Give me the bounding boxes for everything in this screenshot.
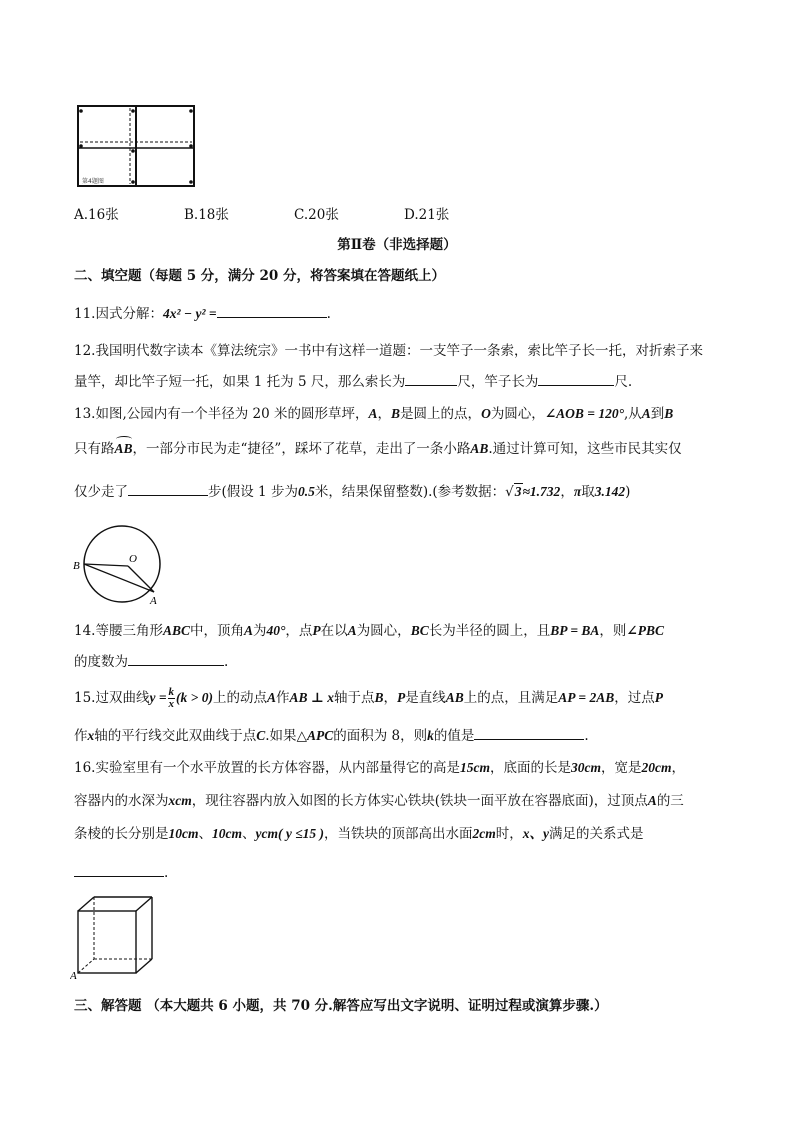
q13-line2 bbox=[74, 439, 682, 459]
q15-fraction bbox=[168, 687, 176, 710]
q16-text: . bbox=[164, 865, 169, 881]
q16-text: 的三 bbox=[656, 793, 684, 809]
q11 bbox=[74, 303, 331, 324]
q13-text: ， bbox=[560, 484, 574, 500]
q15-text: 轴于点 bbox=[333, 690, 375, 706]
q13-arc-ab: AB bbox=[115, 439, 133, 459]
q13-line3: 仅少走了 步(假设 1 步为0.5米，结果保留整数).(参考数据：√3≈1.732，π取3.142) bbox=[74, 481, 630, 502]
q12-line2-c: 尺. bbox=[614, 374, 633, 390]
q15-text: 轴的平行线交此双曲线于点 bbox=[94, 728, 257, 744]
q15-text: ， bbox=[383, 690, 397, 706]
q14-line2 bbox=[74, 651, 228, 672]
q14-text: ，点 bbox=[285, 623, 313, 639]
q13-text: 到 bbox=[650, 406, 665, 422]
q16-xy: x、y bbox=[522, 826, 550, 841]
q16-fig-a: A bbox=[70, 970, 77, 981]
q16-edge3: ycm bbox=[255, 826, 278, 841]
q16-length: 30cm bbox=[570, 760, 601, 775]
q12-line2 bbox=[74, 371, 632, 392]
q14-point-a: A bbox=[347, 623, 357, 638]
q15-line1 bbox=[74, 685, 663, 711]
q16-text: ， bbox=[671, 760, 685, 776]
q15-text: 的面积为 8，则 bbox=[333, 728, 428, 744]
q15-condition: (k > 0) bbox=[176, 690, 213, 705]
q13-answer-blank bbox=[128, 481, 208, 496]
q14-triangle: ABC bbox=[162, 623, 190, 638]
q15-answer-blank bbox=[474, 725, 584, 740]
q15-point-p: P bbox=[396, 690, 406, 705]
q13-figure bbox=[70, 520, 180, 610]
q16-text: ，当铁块的顶部高出水面 bbox=[324, 826, 473, 842]
q13-path-ab: AB bbox=[470, 441, 489, 456]
q13-text: 是圆上的点， bbox=[400, 406, 482, 422]
q16-text: ，底面的长是 bbox=[489, 760, 571, 776]
q13-point-o: O bbox=[481, 406, 491, 421]
q11-expression: 4x² − y² = bbox=[162, 306, 217, 321]
q11-prefix: 11.因式分解： bbox=[74, 306, 163, 322]
q13-point-b: B bbox=[391, 406, 401, 421]
q16-water-depth: xcm bbox=[168, 793, 192, 808]
q13-text: 仅少走了 bbox=[74, 484, 128, 500]
q15-point-p: P bbox=[654, 690, 663, 705]
q13-point-a: A bbox=[368, 406, 378, 421]
q14-answer-blank bbox=[128, 651, 224, 666]
q15-text: 是直线 bbox=[405, 690, 446, 706]
q14-equation: BP = BA bbox=[550, 623, 600, 638]
q13-point-b: B bbox=[664, 406, 674, 421]
q14-text: 为圆心， bbox=[356, 623, 411, 639]
q15-equation: AP = 2AB bbox=[558, 690, 615, 705]
q15-text: 上的动点 bbox=[212, 690, 267, 706]
q13-text: 为圆心， bbox=[490, 406, 545, 422]
q13-text: 步(假设 1 步为 bbox=[208, 484, 298, 500]
q16-edge2: 10cm bbox=[212, 826, 242, 841]
q16-text: ，宽是 bbox=[600, 760, 642, 776]
q16-condition: ( y ≤15 ) bbox=[278, 826, 325, 841]
q10-figure bbox=[74, 104, 200, 190]
q16-above-water: 2cm bbox=[472, 826, 496, 841]
q14-point-p: P bbox=[312, 623, 321, 638]
q16-text: ，现往容器内放入如图的长方体实心铁块(铁块一面平放在容器底面)，过顶点 bbox=[191, 793, 648, 809]
q16-text: 满足的关系式是 bbox=[549, 826, 644, 842]
q15-triangle: △APC bbox=[296, 728, 334, 743]
q15-y-eq: y = bbox=[149, 690, 167, 705]
q16-text: 16.实验室里有一个水平放置的长方体容器，从内部量得它的高是 bbox=[74, 760, 460, 776]
q10-option-a: A.16张 bbox=[74, 207, 119, 223]
q14-angle-pbc: ∠PBC bbox=[626, 623, 664, 638]
q16-height: 15cm bbox=[459, 760, 490, 775]
q15-text: 的值是 bbox=[433, 728, 475, 744]
q13-text: 米，结果保留整数).(参考数据： bbox=[314, 484, 506, 500]
q14-text: ，则 bbox=[599, 623, 627, 639]
q16-line4 bbox=[74, 862, 168, 883]
q16-edge1: 10cm bbox=[168, 826, 199, 841]
q14-text: 长为半径的圆上，且 bbox=[428, 623, 551, 639]
q13-angle: ∠AOB = 120° bbox=[544, 406, 624, 421]
q15-text: . bbox=[584, 728, 589, 744]
q16-text: 容器内的水深为 bbox=[74, 793, 169, 809]
q14-text: 中，顶角 bbox=[190, 623, 244, 639]
q13-fig-o: O bbox=[129, 553, 137, 565]
part2-title: 第Ⅱ卷（非选择题） bbox=[337, 237, 457, 253]
q12-line1: 12.我国明代数字读本《算法统宗》一书中有这样一道题：一支竿子一条索，索比竿子长一托，对折索子来 bbox=[74, 343, 703, 359]
q16-point-a: A bbox=[647, 793, 657, 808]
q13-text: 13.如图,公园内有一个半径为 20 米的圆形草坪， bbox=[74, 406, 369, 422]
q13-point-a: A bbox=[641, 406, 651, 421]
q10-option-d: D.21张 bbox=[404, 207, 450, 223]
q12-blank-rope bbox=[405, 371, 457, 386]
q13-text: ,从 bbox=[623, 406, 642, 422]
q10-option-c: C.20张 bbox=[294, 207, 339, 223]
q14-text: 在以 bbox=[320, 623, 348, 639]
q15-text: ，过点 bbox=[614, 690, 655, 706]
q13-approx: ≈1.732 bbox=[522, 484, 561, 499]
q16-figure bbox=[70, 893, 160, 981]
q16-line2 bbox=[74, 791, 684, 811]
q14-text: 14.等腰三角形 bbox=[74, 623, 163, 639]
q14-text: 的度数为 bbox=[74, 654, 128, 670]
q10-option-b: B.18张 bbox=[184, 207, 229, 223]
q11-suffix: . bbox=[326, 306, 331, 322]
q15-denominator: x bbox=[168, 698, 175, 710]
q15-point-a: A bbox=[266, 690, 276, 705]
q15-point-c: C bbox=[256, 728, 266, 743]
section3-header: 三、解答题 （本大题共 6 小题，共 70 分.解答应写出文字说明、证明过程或演算步骤.） bbox=[74, 998, 608, 1014]
q12-blank-pole bbox=[538, 371, 614, 386]
q16-width: 20cm bbox=[641, 760, 672, 775]
q15-x-axis: x bbox=[87, 728, 95, 743]
q16-text: 时， bbox=[495, 826, 523, 842]
q12-line2-a: 量竿，却比竿子短一托，如果 1 托为 5 尺，那么索长为 bbox=[74, 374, 406, 390]
q14-angle-value: 40° bbox=[266, 623, 286, 638]
q13-text: 只有路 bbox=[74, 441, 115, 457]
section2-header: 二、填空题（每题 5 分，满分 20 分，将答案填在答题纸上） bbox=[74, 268, 445, 284]
q14-segment-bc: BC bbox=[410, 623, 429, 638]
q13-fig-a: A bbox=[150, 595, 157, 607]
q15-text: 作 bbox=[74, 728, 88, 744]
q13-text: ) bbox=[625, 484, 631, 500]
q15-point-b: B bbox=[374, 690, 384, 705]
q14-line1 bbox=[74, 621, 664, 641]
q13-line1: 13.如图,公园内有一个半径为 20 米的圆形草坪，A，B是圆上的点，O为圆心，∠AOB = 120°,从A到B bbox=[74, 406, 674, 422]
q13-text: .通过计算可知，这些市民其实仅 bbox=[488, 441, 682, 457]
q15-text: 15.过双曲线 bbox=[74, 690, 150, 706]
q16-text: 条棱的长分别是 bbox=[74, 826, 169, 842]
q16-answer-blank bbox=[74, 862, 164, 877]
q16-line3 bbox=[74, 824, 644, 844]
q15-text: 上的点，且满足 bbox=[463, 690, 559, 706]
q16-text: 、 bbox=[242, 826, 256, 842]
q11-answer-blank bbox=[217, 303, 327, 318]
q13-fig-b: B bbox=[73, 560, 80, 572]
q15-perp: AB ⊥ x bbox=[289, 690, 334, 705]
q16-line1 bbox=[74, 758, 685, 778]
q13-pi: π bbox=[573, 484, 582, 499]
q13-step-length: 0.5 bbox=[297, 484, 315, 499]
q15-text: 作 bbox=[276, 690, 290, 706]
q14-text: . bbox=[224, 654, 229, 670]
q14-point-a: A bbox=[244, 623, 254, 638]
q13-text: ，一部分市民为走“捷径”，踩坏了花草，走出了一条小路 bbox=[132, 441, 471, 457]
q13-pi-value: 3.142 bbox=[594, 484, 626, 499]
q10-figure-label: 第4题图 bbox=[82, 178, 104, 185]
q15-line2 bbox=[74, 725, 589, 746]
q15-line-ab: AB bbox=[445, 690, 464, 705]
q15-k: k bbox=[427, 728, 434, 743]
q12-line2-b: 尺，竿子长为 bbox=[457, 374, 539, 390]
q15-text: .如果 bbox=[265, 728, 297, 744]
q13-text: 取 bbox=[581, 484, 595, 500]
q16-text: 、 bbox=[198, 826, 212, 842]
q15-numerator: k bbox=[168, 686, 175, 698]
q14-text: 为 bbox=[253, 623, 267, 639]
q13-sqrt3: 3 bbox=[514, 484, 522, 499]
